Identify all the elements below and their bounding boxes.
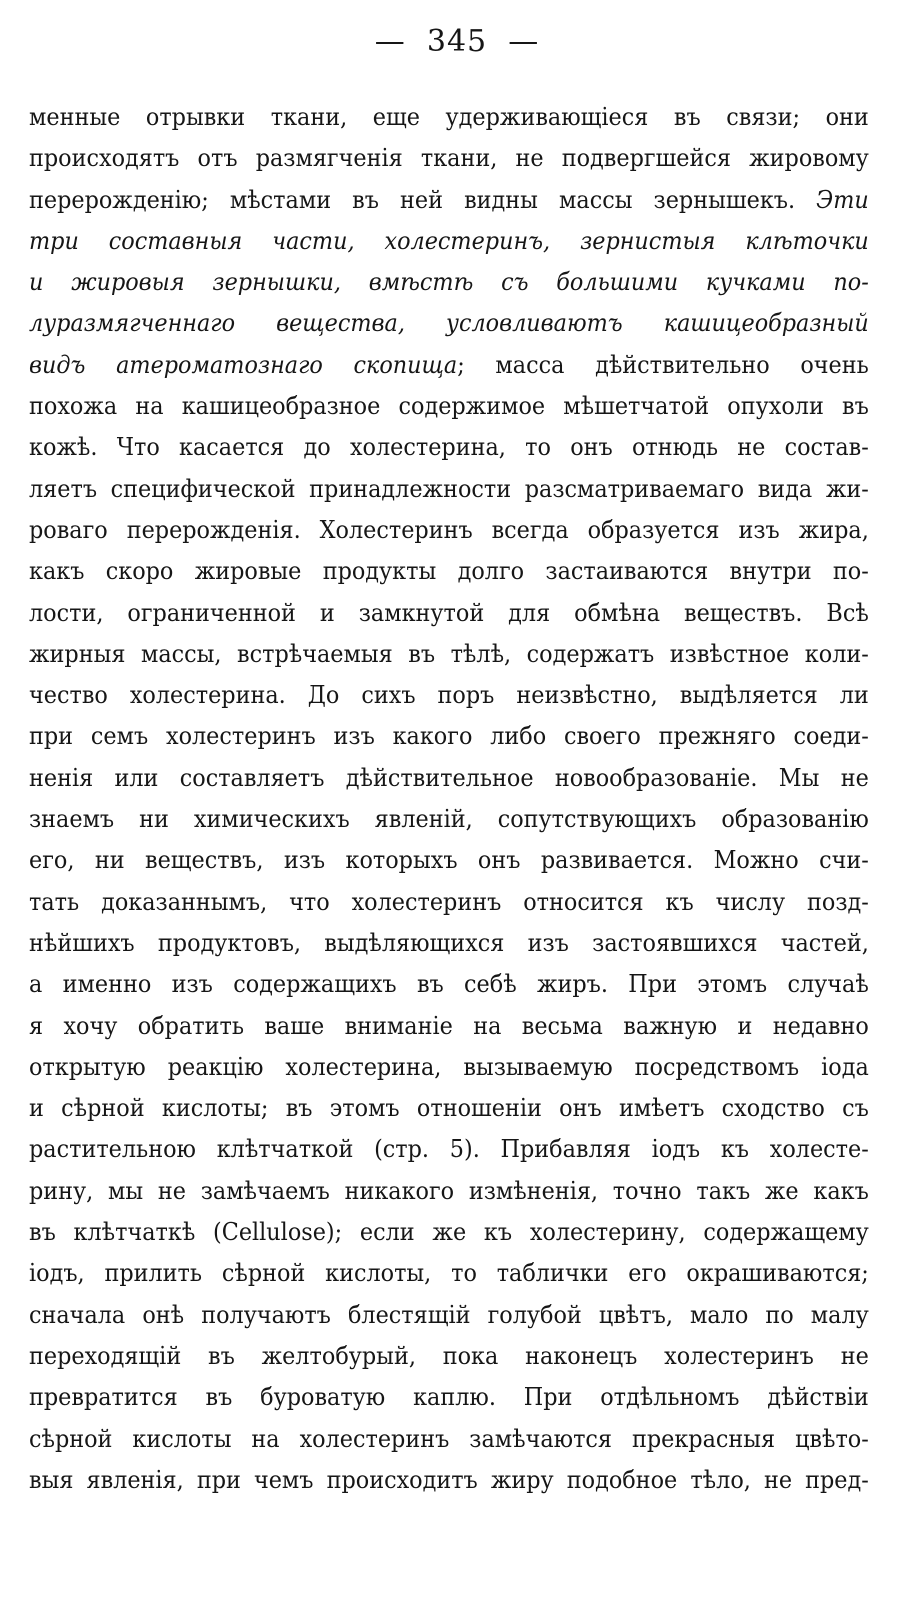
text-run: перерожденію; мѣстами въ ней видны массы зернышекъ. [29, 185, 817, 214]
text-line [29, 262, 869, 303]
italic-text-run: и жировыя зернышки, вмѣстѣ съ большими кучками по- [29, 268, 869, 297]
text-line [29, 1419, 869, 1460]
text-run: роваго перерожденія. Холестеринъ всегда образуется изъ жира, [29, 515, 869, 544]
text-run: ляетъ специфической принадлежности разсматриваемаго вида жи- [29, 474, 869, 503]
text-line [29, 345, 869, 386]
text-line [29, 1171, 869, 1212]
body-text [29, 97, 869, 1501]
text-run: превратится въ буроватую каплю. При отдѣльномъ дѣйствіи [29, 1383, 869, 1412]
text-run: сѣрной кислоты на холестеринъ замѣчаются прекрасныя цвѣто- [29, 1424, 869, 1453]
text-line [29, 799, 869, 840]
text-line [29, 303, 869, 344]
text-run: выя явленія, при чемъ происходитъ жиру подобное тѣло, не пред- [29, 1465, 869, 1494]
text-line [29, 1047, 869, 1088]
text-run: въ клѣтчаткѣ (Cellulose); если же къ холестерину, содержащему [29, 1218, 869, 1247]
text-run: тать доказаннымъ, что холестеринъ относится къ числу позд- [29, 887, 869, 916]
text-line [29, 758, 869, 799]
text-line [29, 221, 869, 262]
text-line [29, 97, 869, 138]
text-line [29, 1212, 869, 1253]
text-run: растительною клѣтчаткой (стр. 5). Прибавляя іодъ къ холесте- [29, 1135, 869, 1164]
text-run: менные отрывки ткани, еще удерживающіеся въ связи; они [29, 103, 869, 131]
text-run: открытую реакцію холестерина, вызываемую посредствомъ іода [29, 1052, 869, 1081]
text-run: сначала онѣ получаютъ блестящій голубой цвѣтъ, мало по малу [29, 1300, 869, 1329]
text-run: происходятъ отъ размягченія ткани, не подвергшейся жировому [29, 144, 869, 173]
text-run: при семъ холестеринъ изъ какого либо своего прежняго соеди- [29, 722, 869, 751]
text-run: рину, мы не замѣчаемъ никакого измѣненія, точно такъ же какъ [29, 1176, 869, 1205]
text-line [29, 510, 869, 551]
text-line [29, 386, 869, 427]
text-line [29, 675, 869, 716]
text-line [29, 1006, 869, 1047]
text-line [29, 923, 869, 964]
text-run: а именно изъ содержащихъ въ себѣ жиръ. При этомъ случаѣ [29, 970, 869, 999]
page-number-header: — 345 — [374, 24, 540, 59]
text-run: жирныя массы, встрѣчаемыя въ тѣлѣ, содержатъ извѣстное коли- [29, 639, 869, 668]
text-line [29, 1295, 869, 1336]
text-run: знаемъ ни химическихъ явленій, сопутствующихъ образованію [29, 805, 869, 834]
text-run: кожѣ. Что касается до холестерина, то онъ отнюдь не состав- [29, 433, 869, 462]
text-run: нѣйшихъ продуктовъ, выдѣляющихся изъ застоявшихся частей, [29, 928, 869, 957]
text-line [29, 882, 869, 923]
text-run: похожа на кашицеобразное содержимое мѣшетчатой опухоли въ [29, 392, 869, 421]
text-line [29, 1336, 869, 1377]
text-line [29, 716, 869, 757]
text-run: его, ни веществъ, изъ которыхъ онъ развивается. Можно счи- [29, 846, 869, 875]
text-line [29, 1088, 869, 1129]
text-run: лости, ограниченной и замкнутой для обмѣна веществъ. Всѣ [29, 598, 869, 627]
text-line [29, 427, 869, 468]
text-line [29, 1460, 869, 1501]
text-run: переходящій въ желтобурый, пока наконецъ холестеринъ не [29, 1341, 869, 1370]
text-line [29, 138, 869, 179]
text-line [29, 180, 869, 221]
text-run: ; масса дѣйствительно очень [457, 350, 869, 379]
text-line [29, 964, 869, 1005]
italic-text-run: луразмягченнаго вещества, условливаютъ кашицеобразный [29, 309, 869, 338]
text-line [29, 840, 869, 881]
text-run: чество холестерина. До сихъ поръ неизвѣстно, выдѣляется ли [29, 681, 869, 710]
text-run: какъ скоро жировые продукты долго застаиваются внутри по- [29, 557, 869, 586]
text-line [29, 469, 869, 510]
italic-text-run: видъ атероматознаго скопища [29, 350, 458, 379]
text-run: ненія или составляетъ дѣйствительное новообразованіе. Мы не [29, 763, 869, 792]
italic-text-run: Эти [816, 185, 869, 214]
text-line [29, 1129, 869, 1170]
text-run: и сѣрной кислоты; въ этомъ отношеніи онъ имѣетъ сходство съ [29, 1094, 869, 1123]
text-line [29, 1253, 869, 1294]
text-line [29, 551, 869, 592]
text-run: іодъ, прилить сѣрной кислоты, то таблички его окрашиваются; [29, 1259, 869, 1288]
text-line [29, 1377, 869, 1418]
text-line [29, 634, 869, 675]
text-line [29, 593, 869, 634]
text-run: я хочу обратить ваше вниманіе на весьма важную и недавно [29, 1011, 869, 1040]
italic-text-run: три составныя части, холестеринъ, зернистыя клѣточки [29, 226, 869, 255]
